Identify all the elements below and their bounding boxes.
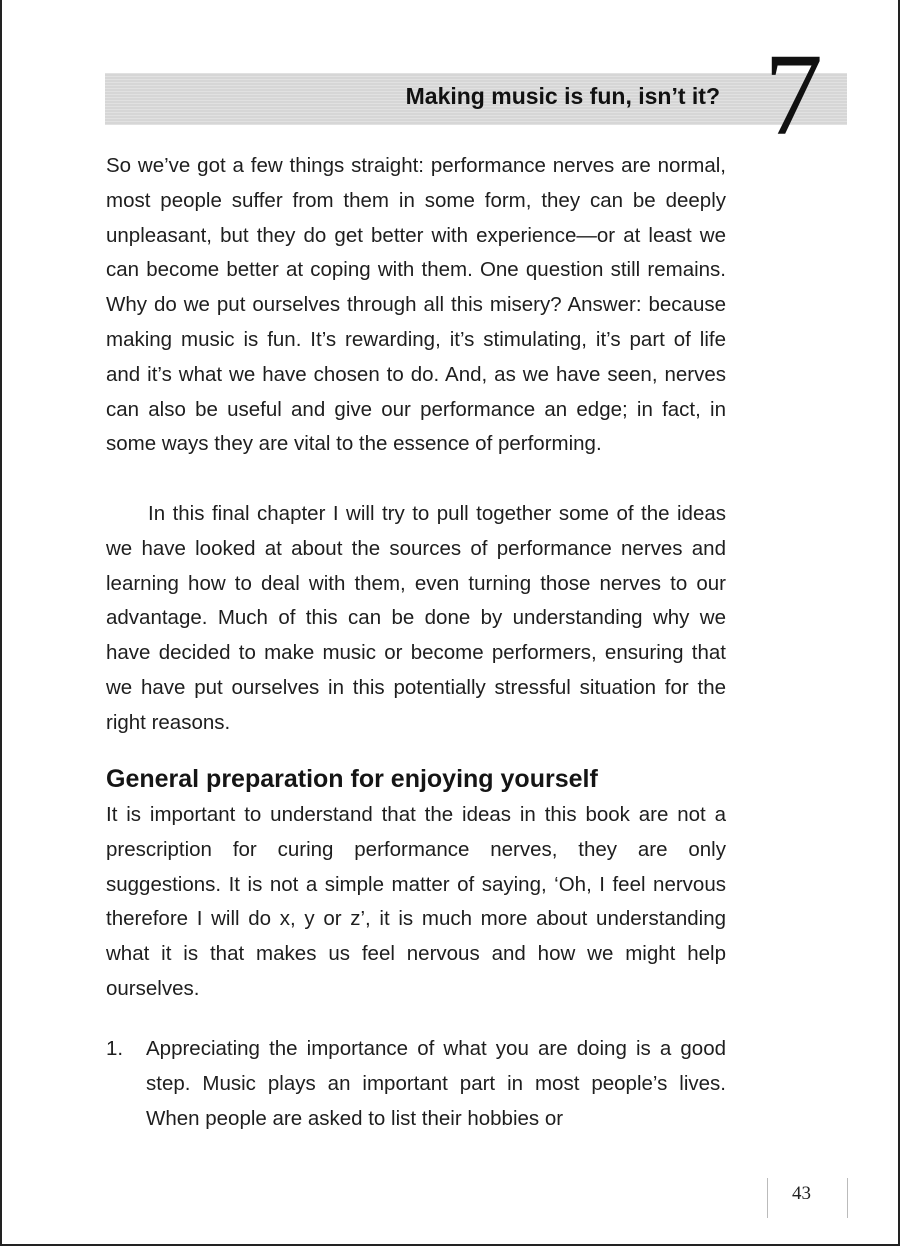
section-heading: General preparation for enjoying yourself — [106, 765, 598, 793]
body-paragraph-2: In this final chapter I will try to pull together some of the ideas we have looked at about the sources of performance nerves and learning how to deal with them, even turning those nerves to our advantage. Much of this can be done by understanding why we have decided to make music or become performers, ensuring that we have put ourselves in this potentially stressful situation for the right reasons. — [106, 502, 726, 734]
list-item-number: 1. — [106, 1037, 124, 1060]
footer-divider-right — [847, 1178, 848, 1218]
chapter-title: Making music is fun, isn’t it? — [405, 83, 720, 109]
page-number: 43 — [792, 1183, 811, 1204]
numbered-list-item — [106, 1032, 726, 1136]
body-paragraph-1: So we’ve got a few things straight: performance nerves are normal, most people suffer from them in some form, they can be deeply unpleasant, but they do get better with experience—or at least we can become better at coping with them. One question still remains. Why do we put ourselves through all this misery? Answer: because making music is fun. It’s rewarding, it’s stimulating, it’s part of life and it’s what we have chosen to do. And, as we have seen, nerves can also be useful and give our performance an edge; in fact, in some ways they are vital to the essence of performing. — [106, 154, 726, 456]
footer-divider-left — [767, 1178, 768, 1218]
list-item-text: Appreciating the importance of what you are doing is a good step. Music plays an important part in most people’s lives. When people are asked to list their hobbies or — [146, 1037, 726, 1130]
body-paragraph-3: It is important to understand that the ideas in this book are not a prescription for curing performance nerves, they are only suggestions. It is not a simple matter of saying, ‘Oh, I feel nervous therefore I will do x, y or z’, it is much more about understanding what it is that makes us feel nervous and how we might help ourselves. — [106, 803, 726, 1000]
chapter-number: 7 — [764, 29, 823, 160]
